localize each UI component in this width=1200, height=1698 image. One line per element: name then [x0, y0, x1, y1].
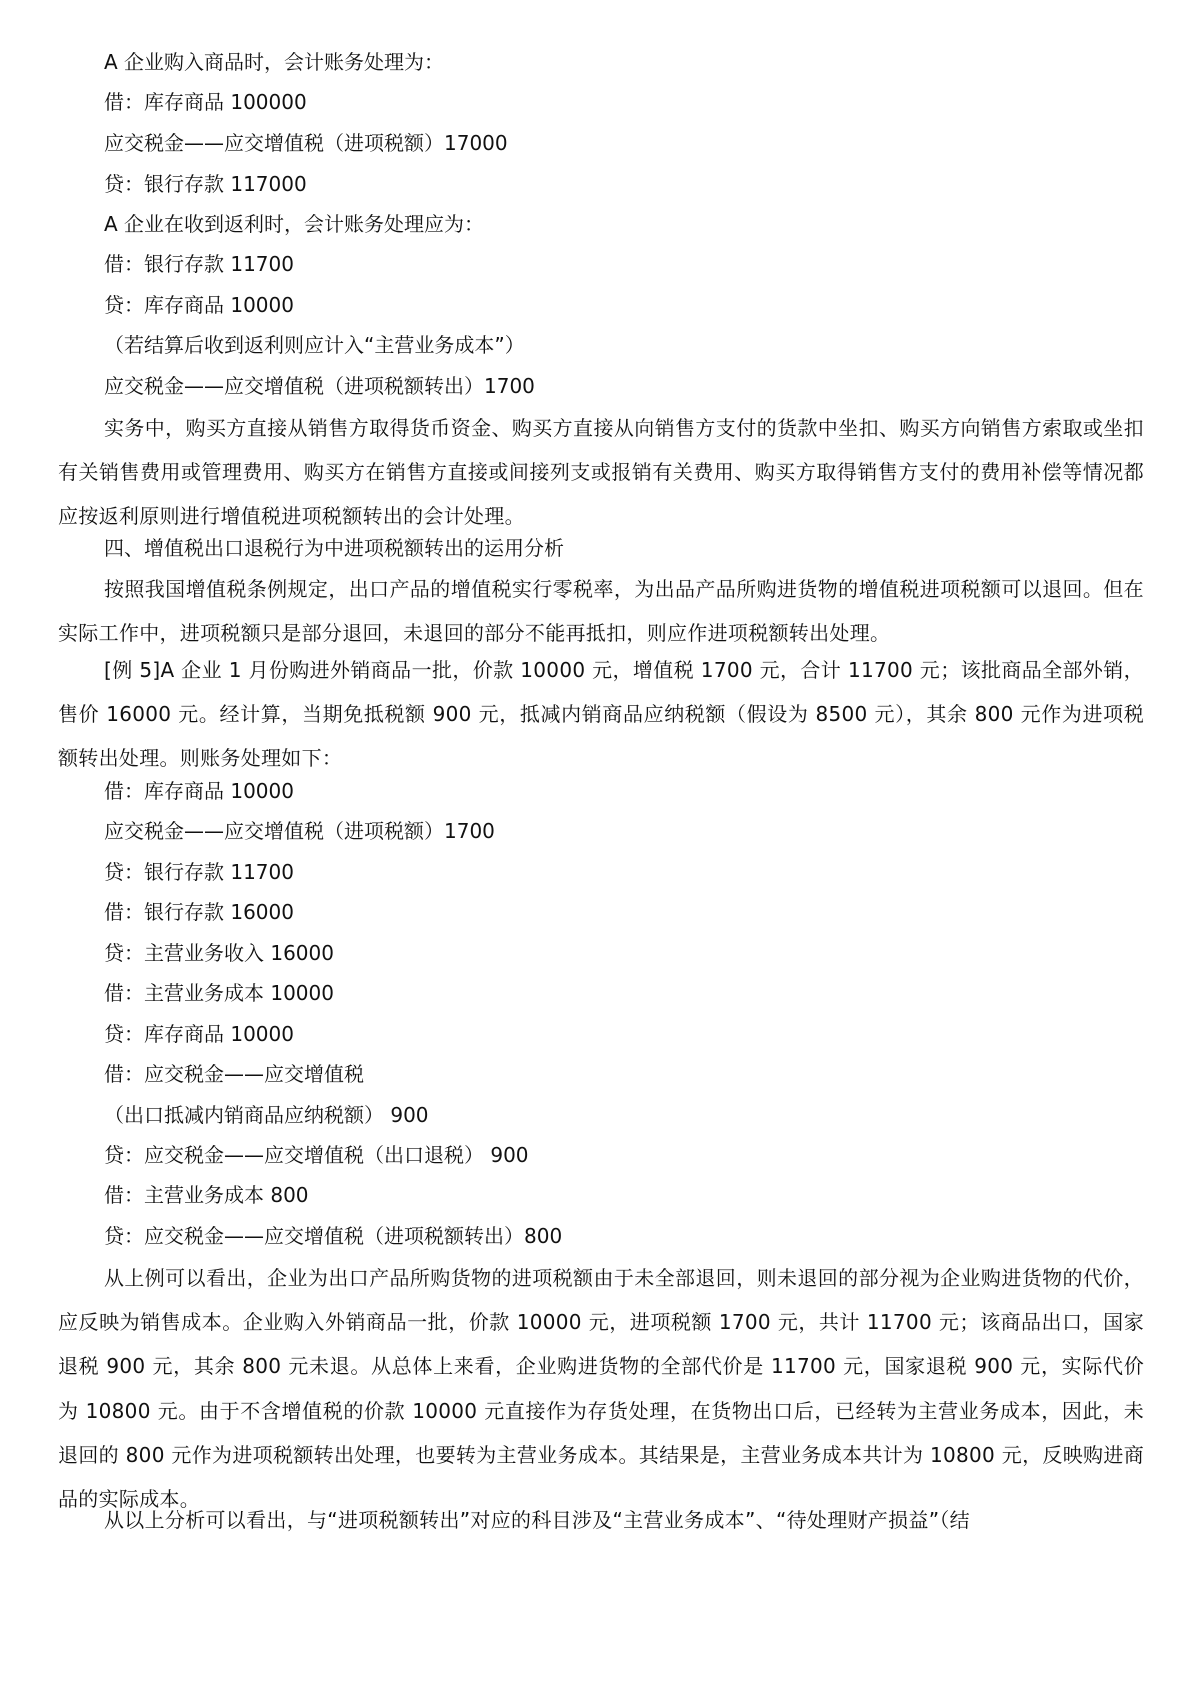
journal-entry: 应交税金——应交增值税（进项税额转出）1700 [104, 374, 535, 398]
journal-entry: 贷：应交税金——应交增值税（出口退税） 900 [104, 1143, 529, 1167]
journal-entry: 贷：银行存款 11700 [104, 860, 294, 884]
journal-entry: （出口抵减内销商品应纳税额） 900 [104, 1103, 429, 1127]
journal-entry: 应交税金——应交增值税（进项税额）17000 [104, 131, 508, 155]
journal-entry: 贷：银行存款 117000 [104, 172, 307, 196]
paragraph-conclusion: 从以上分析可以看出，与“进项税额转出”对应的科目涉及“主营业务成本”、“待处理财产损益”（结 [104, 1508, 970, 1532]
journal-entry: 借：银行存款 11700 [104, 252, 294, 276]
journal-entry: 应交税金——应交增值税（进项税额）1700 [104, 819, 495, 843]
paragraph-example: [例 5]A 企业 1 月份购进外销商品一批，价款 10000 元，增值税 1700 元，合计 11700 元；该批商品全部外销，售价 16000 元。经计算，当期免抵税额 900 元，抵减内销商品应纳税额（假设为 8500 元），其余 800 元作为进项税额转出处理。则账务处理如下： [58, 658, 1144, 771]
journal-entry: 贷：主营业务收入 16000 [104, 941, 334, 965]
journal-entry: 借：库存商品 10000 [104, 779, 294, 803]
paragraph-practice: 实务中，购买方直接从销售方取得货币资金、购买方直接从向销售方支付的货款中坐扣、购买方向销售方索取或坐扣有关销售费用或管理费用、购买方在销售方直接或间接列支或报销有关费用、购买方取得销售方支付的费用补偿等情况都应按返利原则进行增值税进项税额转出的会计处理。 [58, 416, 1144, 529]
journal-entry: 借：主营业务成本 800 [104, 1183, 309, 1207]
paragraph-analysis: 从上例可以看出，企业为出口产品所购货物的进项税额由于未全部退回，则未退回的部分视为企业购进货物的代价，应反映为销售成本。企业购入外销商品一批，价款 10000 元，进项税额 1700 元，共计 11700 元；该商品出口，国家退税 900 元，其余 800 元未退。从总体上来看，企业购进货物的全部代价是 11700 元，国家退税 900 元，实际代价为 10800 元。由于不含增值税的价款 10000 元直接作为存货处理，在货物出口后，已经转为主营业务成本，因此，未退回的 800 元作为进项税额转出处理，也要转为主营业务成本。其结果是，主营业务成本共计为 10800 元，反映购进商品的实际成本。 [58, 1266, 1144, 1512]
journal-entry: 借：库存商品 100000 [104, 90, 307, 114]
journal-entry: 贷：应交税金——应交增值税（进项税额转出）800 [104, 1224, 563, 1248]
journal-entry: 贷：库存商品 10000 [104, 293, 294, 317]
text-line: A 企业在收到返利时，会计账务处理应为： [104, 212, 485, 236]
section-heading: 四、增值税出口退税行为中进项税额转出的运用分析 [104, 536, 564, 560]
journal-entry: 贷：库存商品 10000 [104, 1022, 294, 1046]
journal-entry: 借：应交税金——应交增值税 [104, 1062, 364, 1086]
note-line: （若结算后收到返利则应计入“主营业务成本”） [104, 333, 525, 357]
journal-entry: 借：主营业务成本 10000 [104, 981, 334, 1005]
text-line: A 企业购入商品时，会计账务处理为： [104, 50, 445, 74]
journal-entry: 借：银行存款 16000 [104, 900, 294, 924]
paragraph-rule: 按照我国增值税条例规定，出口产品的增值税实行零税率，为出品产品所购进货物的增值税进项税额可以退回。但在实际工作中，进项税额只是部分退回，未退回的部分不能再抵扣，则应作进项税额转出处理。 [58, 577, 1144, 646]
